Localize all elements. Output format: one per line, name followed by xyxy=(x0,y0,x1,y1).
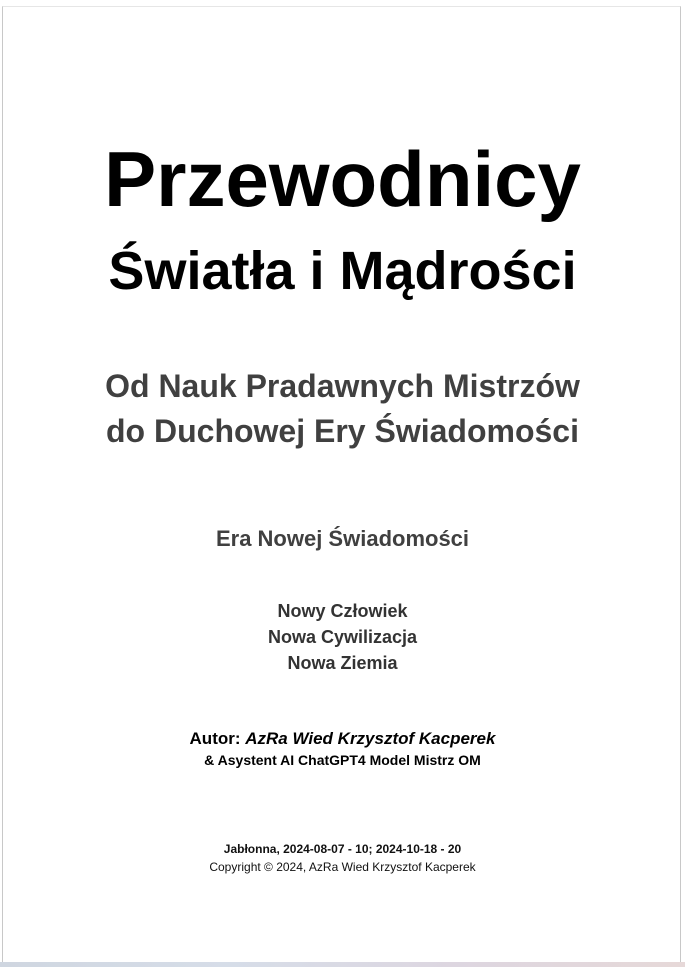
theme-item: Nowa Cywilizacja xyxy=(267,627,418,647)
author-line xyxy=(0,729,685,749)
subtitle-line-1: Od Nauk Pradawnych Mistrzów xyxy=(105,368,580,404)
theme-item: Nowa Ziemia xyxy=(287,653,398,673)
copyright: Copyright © 2024, AzRa Wied Krzysztof Kacperek xyxy=(209,860,476,874)
theme-item: Nowy Człowiek xyxy=(277,601,408,621)
subtitle-line-2: do Duchowej Ery Świadomości xyxy=(106,413,579,449)
assistant-line: & Asystent AI ChatGPT4 Model Mistrz OM xyxy=(204,752,481,768)
title-line-2: Światła i Mądrości xyxy=(108,241,577,301)
title-line-1: Przewodnicy xyxy=(104,135,581,223)
author-label: Autor: xyxy=(189,729,241,748)
window-bottom-bar xyxy=(0,962,685,967)
era-heading: Era Nowej Świadomości xyxy=(215,526,470,551)
author-name: AzRa Wied Krzysztof Kacperek xyxy=(245,729,496,748)
place-dates: Jabłonna, 2024-08-07 - 10; 2024-10-18 - 20 xyxy=(223,842,462,856)
